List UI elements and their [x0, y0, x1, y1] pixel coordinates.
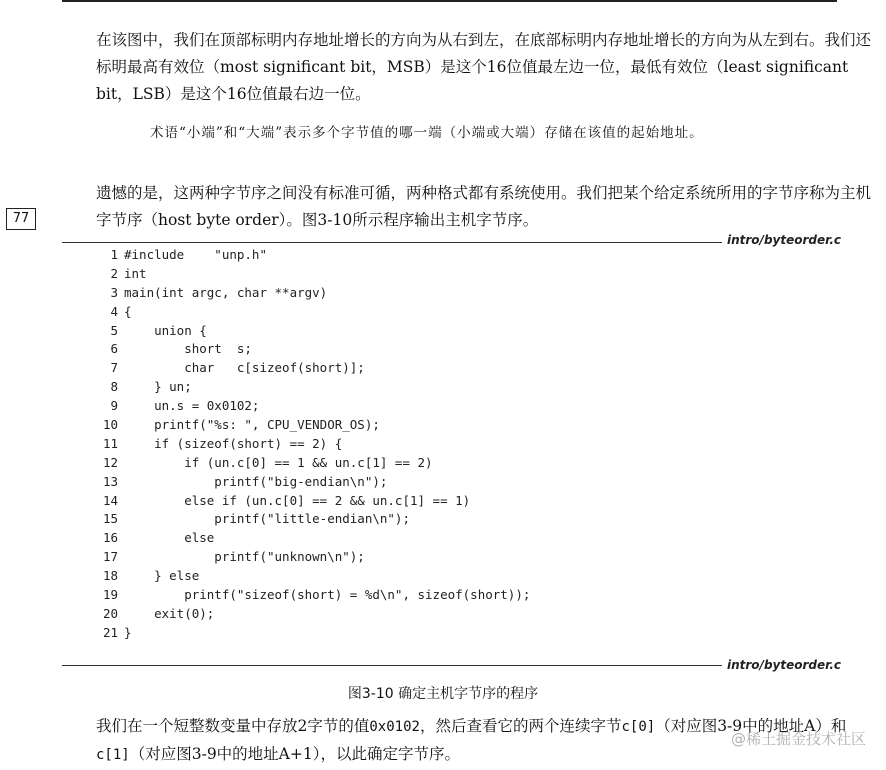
code-line-number: 6 [110, 341, 118, 357]
code-line-text: printf("unknown\n"); [124, 549, 365, 565]
code-line-text: printf("little-endian\n"); [124, 511, 410, 527]
source-file-label-top: intro/byteorder.c [727, 233, 841, 247]
code-line [96, 359, 796, 378]
paragraph3-part1: 我们在一个短整数变量中存放2字节的值 [96, 717, 370, 735]
code-line [96, 246, 796, 265]
code-line-number: 4 [110, 303, 118, 319]
code-line [96, 435, 796, 454]
code-line-text: short s; [124, 341, 252, 357]
code-line-text: else [124, 530, 215, 546]
code-line-text: exit(0); [124, 605, 215, 621]
margin-page-number: 77 [6, 208, 36, 230]
code-line-text: union { [124, 322, 207, 338]
watermark: @稀土掘金技术社区 [730, 730, 866, 748]
code-line-number: 17 [102, 549, 118, 565]
code-line-number: 15 [102, 511, 118, 527]
code-line [96, 284, 796, 303]
paragraph3-part2: ，然后查看它的两个连续字节 [419, 717, 622, 735]
code-line [96, 322, 796, 341]
code-line [96, 473, 796, 492]
code-line-number: 5 [110, 322, 118, 338]
code-line-text: #include "unp.h" [124, 247, 267, 262]
code-line-number: 21 [102, 624, 118, 640]
code-line [96, 454, 796, 473]
code-line [96, 605, 796, 624]
code-line [96, 340, 796, 359]
code-line [96, 510, 796, 529]
code-line-number: 12 [102, 454, 118, 470]
code-line-number: 18 [102, 568, 118, 584]
top-rule [62, 0, 837, 2]
code-line [96, 529, 796, 548]
code-line-number: 7 [110, 360, 118, 376]
source-rule-bottom [62, 665, 722, 666]
code-line [96, 548, 796, 567]
code-line [96, 586, 796, 605]
code-line-number: 16 [102, 530, 118, 546]
source-file-label-bottom: intro/byteorder.c [727, 658, 841, 672]
code-line-text: if (un.c[0] == 1 && un.c[1] == 2) [124, 454, 433, 470]
code-line [96, 624, 796, 643]
paragraph-endianness-diagram: 在该图中，我们在顶部标明内存地址增长的方向为从右到左，在底部标明内存地址增长的方向为从左到右。我们还标明最高有效位（most significant bit，MSB）是这个16位值最左边一位，最低有效位（least significant bit，LSB）是这个16位值最右边一位。 [96, 31, 872, 103]
code-line-text: char c[sizeof(short)]; [124, 360, 365, 376]
code-line [96, 303, 796, 322]
code-line-text: if (sizeof(short) == 2) { [124, 435, 343, 451]
code-line-text: printf("%s: ", CPU_VENDOR_OS); [124, 417, 380, 433]
code-line-text: } [124, 624, 132, 640]
code-line-text: main(int argc, char **argv) [124, 284, 328, 300]
code-line [96, 492, 796, 511]
code-line-text: else if (un.c[0] == 2 && un.c[1] == 1) [124, 492, 471, 508]
code-line-number: 19 [102, 587, 118, 603]
code-line [96, 416, 796, 435]
code-line-number: 2 [110, 265, 118, 281]
paragraph-host-byte-order: 遗憾的是，这两种字节序之间没有标准可循，两种格式都有系统使用。我们把某个给定系统所用的字节序称为主机字节序（host byte order）。图3-10所示程序输出主机字节序。 [96, 184, 872, 229]
code-line [96, 378, 796, 397]
paragraph3-code-c0: c[0] [621, 719, 656, 735]
code-line [96, 397, 796, 416]
paragraph3-code-value: 0x0102 [369, 719, 420, 735]
terminology-note: 术语“小端”和“大端”表示多个字节值的哪一端（小端或大端）存储在该值的起始地址。 [150, 125, 704, 141]
code-line-number: 13 [102, 473, 118, 489]
code-line-text: { [124, 303, 132, 319]
code-line-number: 8 [110, 379, 118, 395]
code-line [96, 567, 796, 586]
paragraph3-part4: （对应图3-9中的地址A+1），以此确定字节序。 [129, 745, 460, 763]
code-line-number: 3 [110, 284, 118, 300]
code-line-number: 11 [102, 435, 118, 451]
code-line-text: } un; [124, 379, 192, 395]
code-line-number: 20 [102, 605, 118, 621]
code-line-text: un.s = 0x0102; [124, 398, 260, 414]
code-line-number: 14 [102, 492, 118, 508]
code-line [96, 265, 796, 284]
code-line-text: printf("big-endian\n"); [124, 473, 388, 489]
code-listing [96, 246, 796, 643]
code-line-text: } else [124, 568, 200, 584]
code-line-text: printf("sizeof(short) = %d\n", sizeof(short)); [124, 587, 531, 603]
paragraph3-code-c1: c[1] [96, 747, 130, 763]
paragraph3-part3: （对应图3-9中的地址A）和 [655, 717, 847, 735]
code-line-number: 9 [110, 398, 118, 414]
figure-caption: 图3-10 确定主机字节序的程序 [347, 686, 539, 702]
code-line-text: int [124, 265, 147, 281]
code-line-number: 1 [110, 247, 118, 262]
code-line-number: 10 [102, 417, 118, 433]
source-rule-top [62, 242, 722, 243]
